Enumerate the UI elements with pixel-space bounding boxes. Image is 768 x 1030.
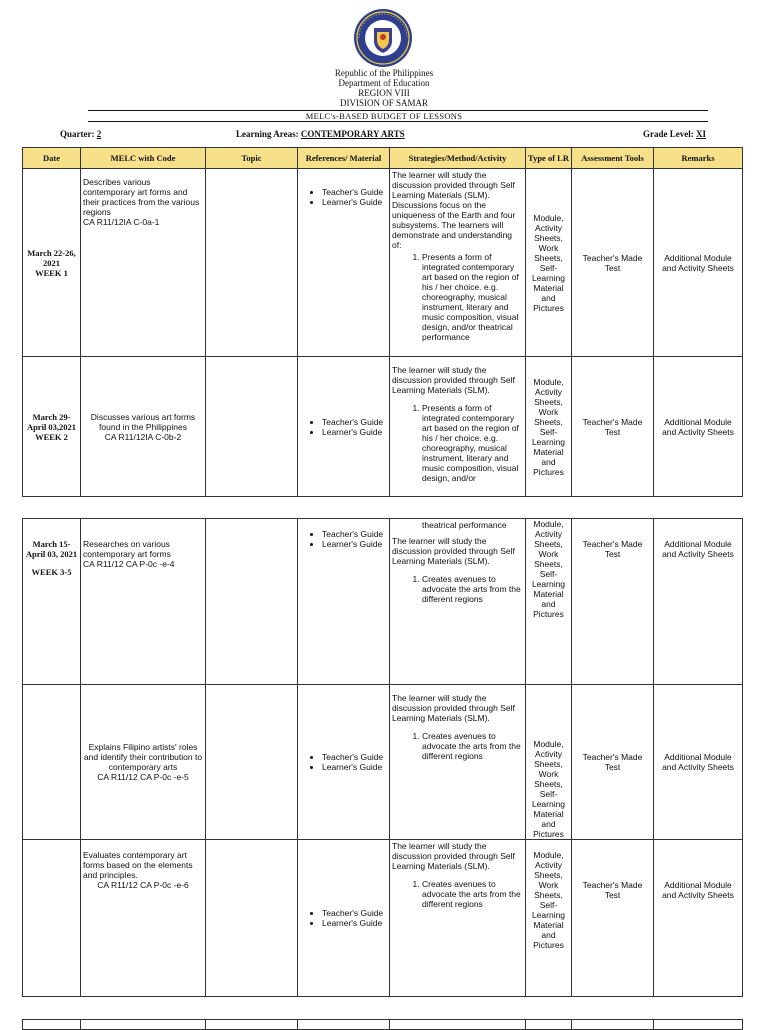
col-header-assessment: Assessment Tools (572, 148, 654, 169)
row-type-lr: Module, Activity Sheets, Work Sheets, Self-Learning Material and Pictures (526, 357, 572, 497)
quarter-value: 2 (96, 129, 102, 139)
row-type-lr: Module, Activity Sheets, Work Sheets, Self-Learning Material and Pictures (526, 840, 572, 997)
cell (526, 1020, 572, 1030)
row-date (23, 840, 81, 997)
table-row (23, 840, 743, 997)
lessons-table-page-3 (22, 1019, 743, 1030)
table-header-row (23, 148, 743, 169)
row-assessment: Teacher's Made Test (572, 357, 654, 497)
row-topic (206, 357, 298, 497)
melc-code: CA R11/12IA C-0a-1 (83, 217, 160, 227)
col-header-type-lr: Type of LR (526, 148, 572, 169)
strategy-intro: The learner will study the discussion provided through Self Learning Materials (SLM). (392, 365, 515, 395)
grade-level-field (643, 129, 706, 139)
agency-line-3: REGION VIII (358, 88, 410, 98)
table-row (23, 685, 743, 840)
row-melc (81, 357, 206, 497)
reference-item: • Teacher's Guide (322, 417, 387, 427)
row-melc (81, 169, 206, 357)
row-date (23, 519, 81, 685)
row-strategies (390, 519, 526, 685)
agency-line-2: Department of Education (338, 78, 430, 88)
row-remarks: Additional Module and Activity Sheets (654, 357, 743, 497)
table-row (23, 1020, 743, 1030)
row-references (298, 169, 390, 357)
row-date (23, 357, 81, 497)
row-references (298, 357, 390, 497)
row-topic (206, 685, 298, 840)
reference-item: • Teacher's Guide (322, 908, 387, 918)
row-assessment: Teacher's Made Test (572, 169, 654, 357)
reference-item: • Learner's Guide (322, 539, 387, 549)
agency-line-4: DIVISION OF SAMAR (339, 98, 428, 108)
reference-item: • Learner's Guide (322, 762, 387, 772)
activity-item: 1. Creates avenues to advocate the arts from the different regions (422, 879, 523, 909)
row-melc (81, 840, 206, 997)
row-type-lr: Module, Activity Sheets, Work Sheets, Self-Learning Material and Pictures (526, 685, 572, 840)
learning-area-label: Learning Areas: (236, 129, 299, 139)
melc-code: CA R11/12IA C-0b-2 (104, 431, 182, 442)
reference-item: • Teacher's Guide (322, 752, 387, 762)
activity-item: 1. Presents a form of integrated contemporary art based on the region of his / her choice. e.g. choreography, musical instrument, literary and music composition, visual design, and/or theatrical performance (422, 252, 523, 342)
row-date-range: March 15-April 03, 2021 (25, 539, 78, 559)
strategy-intro: The learner will study the discussion provided through Self Learning Materials (SLM). (392, 841, 515, 871)
grade-level-value: XI (696, 129, 707, 139)
cell (654, 1020, 743, 1030)
strategy-intro: The learner will study the discussion provided through Self Learning Materials (SLM). Discussions focus on the uniqueness of the Earth and four subsystems. The learners will demonstrate and understanding of: (392, 170, 516, 250)
melc-text: Describes various contemporary art forms and their practices from the various regions (83, 177, 200, 217)
agency-lines (0, 68, 768, 108)
cell (390, 1020, 526, 1030)
cell (206, 1020, 298, 1030)
strategy-intro: The learner will study the discussion provided through Self Learning Materials (SLM). (392, 693, 515, 723)
row-date (23, 685, 81, 840)
row-topic (206, 840, 298, 997)
row-assessment: Teacher's Made Test (572, 519, 654, 685)
row-references (298, 685, 390, 840)
row-week: WEEK 1 (35, 267, 68, 278)
deped-seal-icon (353, 8, 413, 68)
cell (23, 1020, 81, 1030)
reference-item: • Teacher's Guide (322, 187, 387, 197)
table-row (23, 357, 743, 497)
col-header-melc: MELC with Code (81, 148, 206, 169)
lessons-table-page-2 (22, 518, 743, 997)
row-strategies (390, 357, 526, 497)
row-strategies (390, 169, 526, 357)
melc-code: CA R11/12 CA P-0c -e-5 (97, 772, 189, 782)
row-remarks: Additional Module and Activity Sheets (654, 169, 743, 357)
melc-text: Discusses various art forms found in the Philippines (90, 411, 196, 432)
learning-area-value: CONTEMPORARY ARTS (300, 129, 405, 139)
reference-item: • Learner's Guide (322, 427, 387, 437)
header-rule-bottom (88, 121, 708, 122)
melc-text: Explains Filipino artists' roles and identify their contribution to contemporary arts (83, 742, 203, 772)
row-week: WEEK 3-5 (31, 567, 72, 577)
agency-line-1: Republic of the Philippines (334, 68, 434, 78)
row-date (23, 169, 81, 357)
col-header-references: References/ Material (298, 148, 390, 169)
reference-item: • Learner's Guide (322, 197, 387, 207)
melc-code: CA R11/12 CA P-0c -e-4 (83, 559, 175, 569)
melc-text: Researches on various contemporary art forms (83, 539, 171, 559)
row-references (298, 840, 390, 997)
col-header-date: Date (23, 148, 81, 169)
budget-title: MELC's-BASED BUDGET OF LESSONS (305, 111, 463, 121)
row-topic (206, 519, 298, 685)
melc-code: CA R11/12 CA P-0c -e-6 (97, 880, 189, 890)
cell (572, 1020, 654, 1030)
row-week: WEEK 2 (35, 431, 68, 442)
row-melc (81, 519, 206, 685)
reference-item: • Teacher's Guide (322, 529, 387, 539)
table-row (23, 519, 743, 685)
melc-text: Evaluates contemporary art forms based on the elements and principles. (83, 850, 193, 880)
row-remarks: Additional Module and Activity Sheets (654, 685, 743, 840)
row-strategies (390, 685, 526, 840)
row-remarks: Additional Module and Activity Sheets (654, 519, 743, 685)
strategy-intro: The learner will study the discussion provided through Self Learning Materials (SLM). (392, 536, 515, 566)
cell (298, 1020, 390, 1030)
activity-item: 1. Creates avenues to advocate the arts from the different regions (422, 574, 523, 604)
col-header-topic: Topic (206, 148, 298, 169)
table-row (23, 169, 743, 357)
cell (81, 1020, 206, 1030)
grade-level-label: Grade Level: (643, 129, 694, 139)
row-topic (206, 169, 298, 357)
reference-item: • Learner's Guide (322, 918, 387, 928)
row-strategies (390, 840, 526, 997)
quarter-field (60, 129, 101, 139)
row-assessment: Teacher's Made Test (572, 840, 654, 997)
col-header-remarks: Remarks (654, 148, 743, 169)
quarter-label: Quarter: (60, 129, 95, 139)
row-date-range: March 22-26, 2021 (27, 247, 76, 268)
row-references (298, 519, 390, 685)
activity-item: 1. Presents a form of integrated contemporary art based on the region of his / her choice. e.g. choreography, musical instrument, literary and music composition, visual design, and/or (422, 403, 523, 483)
row-melc (81, 685, 206, 840)
learning-area-field (236, 129, 405, 139)
row-date-range: March 29-April 03,2021 (26, 411, 77, 432)
lessons-table-page-1 (22, 147, 743, 497)
row-type-lr: Module, Activity Sheets, Work Sheets, Self-Learning Material and Pictures (526, 169, 572, 357)
carry-over-text: theatrical performance (422, 520, 507, 530)
row-assessment: Teacher's Made Test (572, 685, 654, 840)
row-remarks: Additional Module and Activity Sheets (654, 840, 743, 997)
col-header-strategies: Strategies/Method/Activity (390, 148, 526, 169)
row-type-lr: Module, Activity Sheets, Work Sheets, Self-Learning Material and Pictures (526, 519, 572, 685)
activity-item: 1. Creates avenues to advocate the arts from the different regions (422, 731, 523, 761)
